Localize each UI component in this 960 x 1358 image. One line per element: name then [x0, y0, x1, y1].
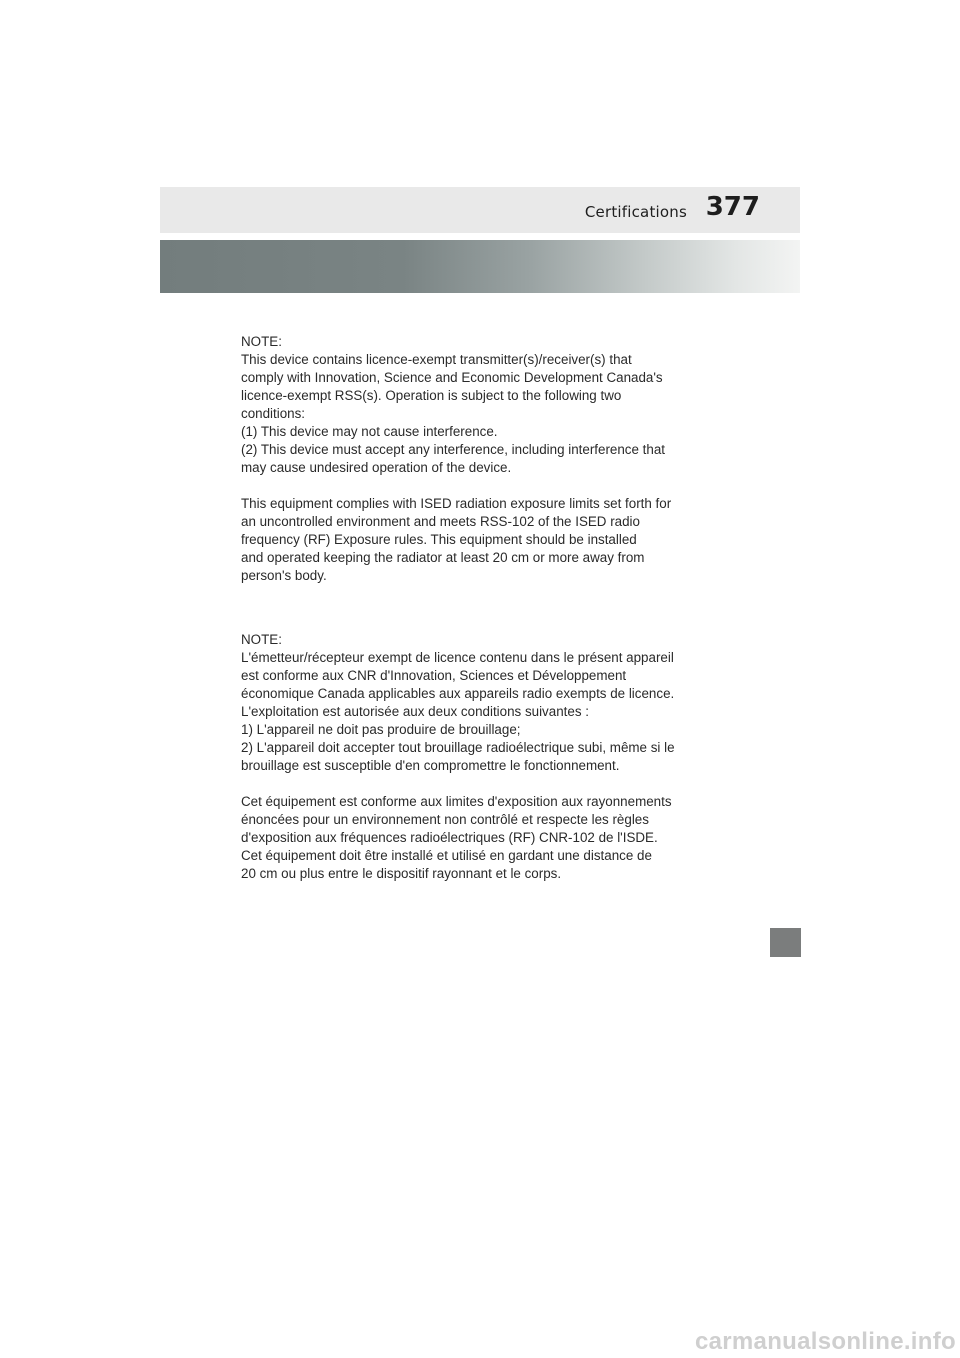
section-banner — [160, 240, 800, 293]
page-number: 377 — [705, 192, 760, 222]
page-header — [160, 187, 800, 233]
watermark: carmanualsonline.info — [694, 1328, 956, 1355]
spacer — [241, 775, 731, 793]
note-label-en: NOTE: — [241, 334, 282, 349]
exposure-statement-en: This equipment complies with ISED radiation exposure limits set forth for an uncontrolled environment and meets RSS-102 of the ISED radio frequency (RF) Exposure rules. This equipment should be installed and operated keeping the radiator at least 20 cm or more away from person's body. — [241, 496, 672, 583]
chapter-side-tab — [770, 928, 801, 957]
note-body-en: This device contains licence-exempt transmitter(s)/receiver(s) that comply with Innovation, Science and Economic Development Canada's licence-exempt RSS(s). Operation is subject to the following two conditions: (1) This device may not cause interference. (2) This device must accept any interference, including interference that may cause undesired operation of the device. — [241, 352, 666, 475]
note-body-fr: L'émetteur/récepteur exempt de licence contenu dans le présent appareil est conforme aux CNR d'Innovation, Sciences et Développement économique Canada applicables aux appareils radio exempts de licence. L'exploitation est autorisée aux deux conditions suivantes : 1) L'appareil ne doit pas produire de brouillage; 2) L'appareil doit accepter tout brouillage radioélectrique subi, même si le brouillage est susceptible d'en compromettre le fonctionnement. — [241, 650, 675, 773]
certification-notice — [241, 333, 731, 883]
exposure-statement-fr: Cet équipement est conforme aux limites d'exposition aux rayonnements énoncées pour un environnement non contrôlé et respecte les règles d'exposition aux fréquences radioélectriques (RF) CNR-102 de l'ISDE. Cet équipement doit être installé et utilisé en gardant une distance de 20 cm ou plus entre le dispositif rayonnant et le corps. — [241, 794, 672, 881]
spacer — [241, 477, 731, 495]
section-title: Certifications — [584, 203, 687, 221]
spacer — [241, 585, 731, 631]
note-label-fr: NOTE: — [241, 632, 282, 647]
